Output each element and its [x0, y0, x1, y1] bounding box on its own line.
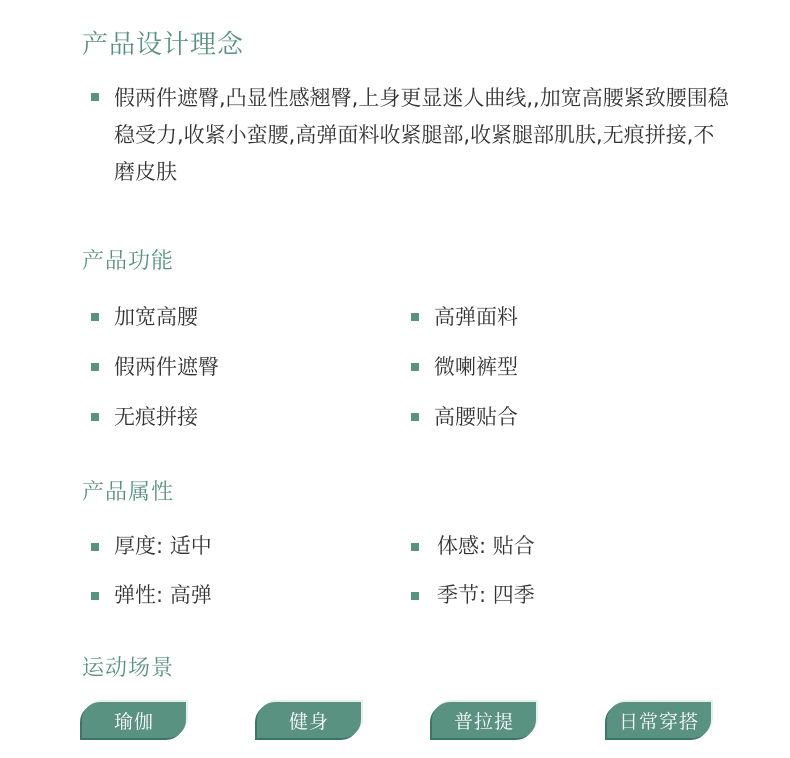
attribute-item: 季节: 四季	[437, 583, 535, 607]
scene-tag-yoga[interactable]: 瑜伽	[82, 702, 186, 738]
bullet-icon	[411, 363, 419, 371]
bullet-icon	[411, 413, 419, 421]
scene-tag-daily-wear[interactable]: 日常穿搭	[607, 702, 711, 738]
bullet-icon	[91, 543, 99, 551]
bullet-icon	[91, 363, 99, 371]
sport-scenes-title: 运动场景	[82, 656, 175, 681]
scene-tag-pilates[interactable]: 普拉提	[432, 702, 536, 738]
product-functions-title: 产品功能	[82, 249, 175, 274]
bullet-icon	[91, 592, 99, 600]
attribute-item: 体感: 贴合	[437, 534, 535, 558]
function-item: 无痕拼接	[114, 405, 198, 429]
bullet-icon	[91, 93, 99, 101]
attribute-item: 弹性: 高弹	[114, 583, 212, 607]
design-concept-text: 假两件遮臀,凸显性感翘臀,上身更显迷人曲线,,加宽高腰紧致腰围稳稳受力,收紧小蛮腰,高弹面料收紧腿部,收紧腿部肌肤,无痕拼接,不磨皮肤	[114, 86, 729, 184]
design-concept-title: 产品设计理念	[82, 30, 245, 60]
function-item: 高腰贴合	[434, 405, 518, 429]
function-item: 加宽高腰	[114, 305, 198, 329]
bullet-icon	[411, 543, 419, 551]
bullet-icon	[411, 592, 419, 600]
function-item: 微喇裤型	[434, 355, 518, 379]
scene-tag-fitness[interactable]: 健身	[257, 702, 361, 738]
function-item: 高弹面料	[434, 305, 518, 329]
attribute-item: 厚度: 适中	[114, 534, 212, 558]
bullet-icon	[411, 313, 419, 321]
bullet-icon	[91, 413, 99, 421]
function-item: 假两件遮臀	[114, 355, 219, 379]
product-attributes-title: 产品属性	[82, 480, 175, 505]
bullet-icon	[91, 313, 99, 321]
